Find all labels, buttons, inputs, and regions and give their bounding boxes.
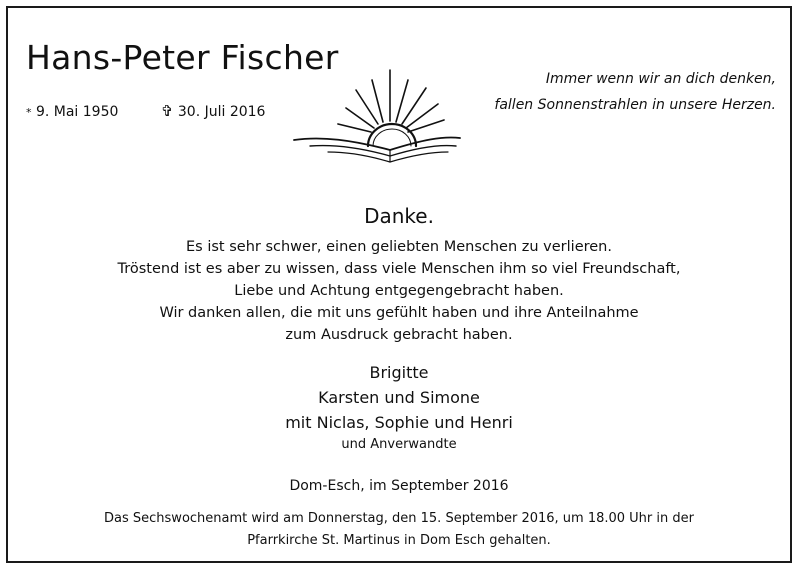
birth-date: 9. Mai 1950 [35,104,119,120]
text-line: Tröstend ist es aber zu wissen, dass viele Menschen ihm so viel Freundschaft, [117,261,681,277]
relatives-line: und Anverwandte [341,437,457,452]
thanks-text [8,236,790,346]
quote-line: fallen Sonnenstrahlen in unsere Herzen. [494,97,776,113]
place-date: Dom-Esch, im September 2016 [289,478,509,494]
deceased-name: Hans-Peter Fischer [26,38,339,77]
birth-star-icon: * [26,106,32,119]
text-line: Liebe und Achtung entgegengebracht haben. [234,283,564,299]
family-line: Karsten und Simone [318,388,480,407]
death-date: 30. Juli 2016 [177,104,266,120]
quote-block [456,66,776,118]
birth-date-group [26,104,123,120]
death-cross-icon: ✞ [160,102,174,120]
family-signatures [8,360,790,455]
death-date-group [161,104,266,120]
quote-line: Immer wenn wir an dich denken, [545,71,776,87]
memorial-notice [8,508,790,552]
family-line: mit Niclas, Sophie und Henri [285,413,513,432]
notice-line: Pfarrkirche St. Martinus in Dom Esch gehalten. [247,533,551,548]
thanks-heading: Danke. [364,204,434,228]
text-line: zum Ausdruck gebracht haben. [285,327,513,343]
text-line: Es ist sehr schwer, einen geliebten Menschen zu verlieren. [186,239,612,255]
text-line: Wir danken allen, die mit uns gefühlt haben und ihre Anteilnahme [159,305,639,321]
notice-line: Das Sechswochenamt wird am Donnerstag, den 15. September 2016, um 18.00 Uhr in der [104,511,694,526]
obituary-card [6,6,792,563]
life-dates [26,102,265,120]
sunrise-over-open-book-icon [292,66,462,166]
family-line: Brigitte [369,363,429,382]
